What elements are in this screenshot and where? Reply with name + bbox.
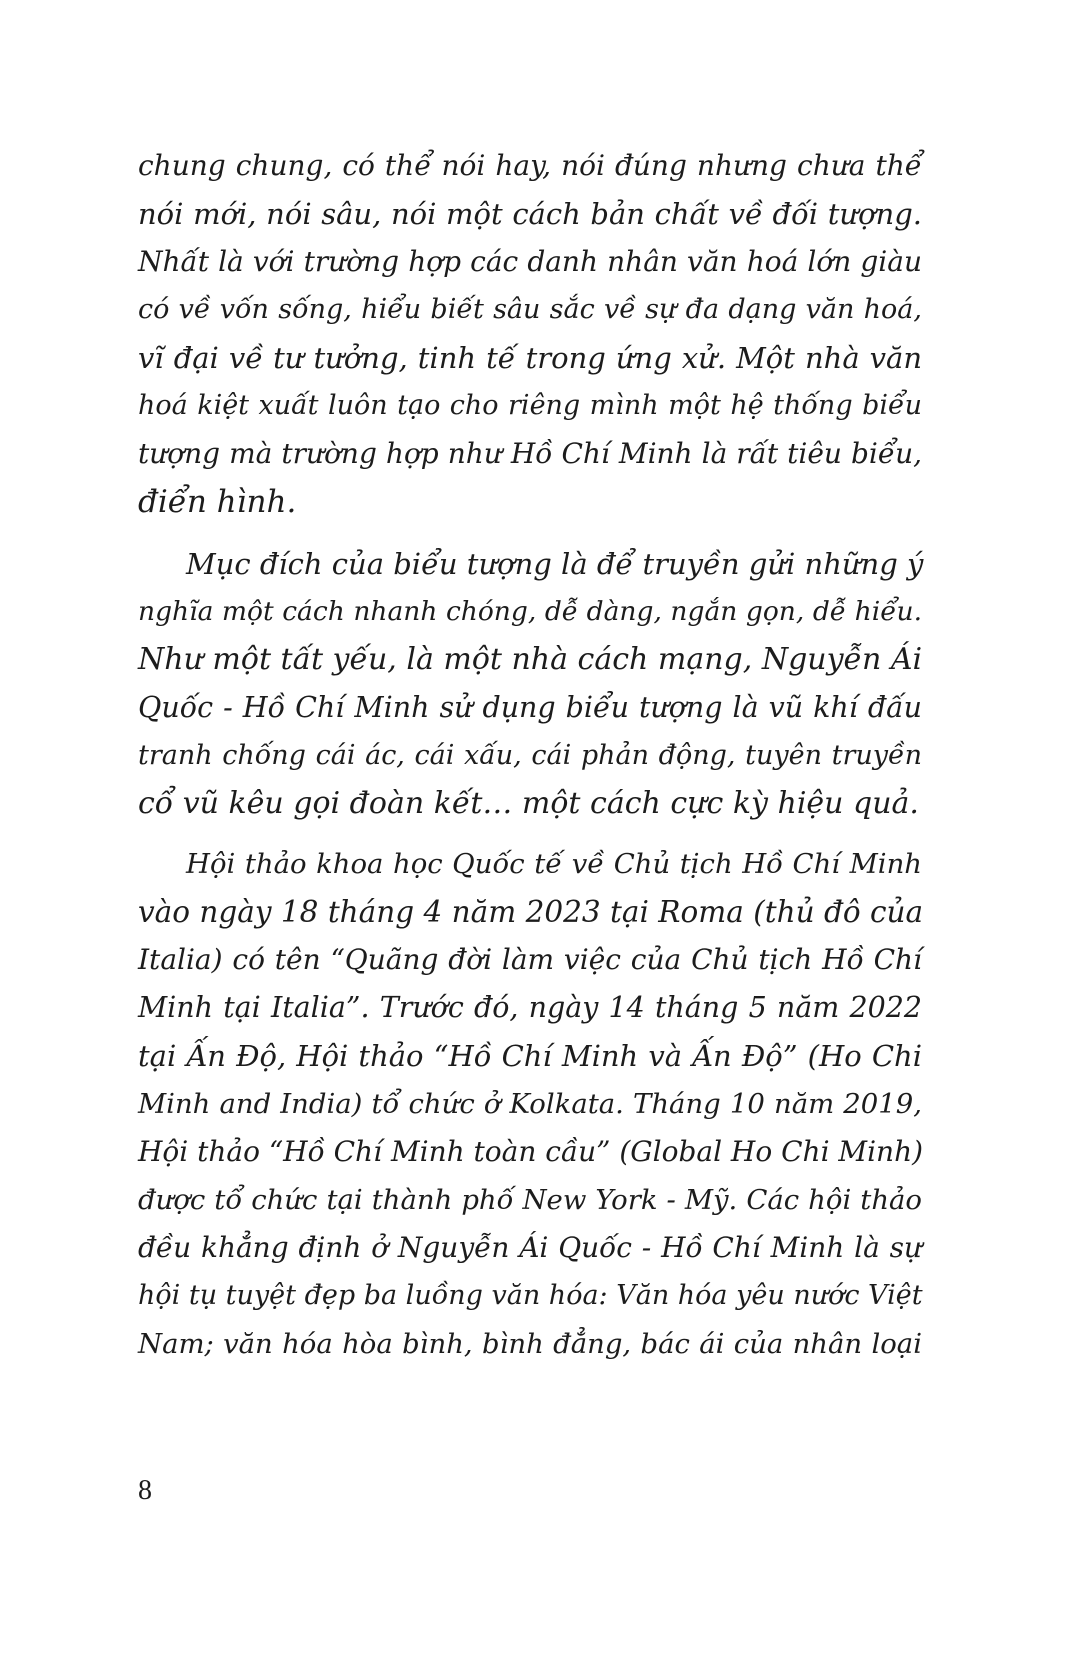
text-line: vĩ đại về tư tưởng, tinh tế trong ứng xử. Một nhà văn: [138, 341, 922, 375]
page-number: 8: [138, 1475, 152, 1506]
text-line: tại Ấn Độ, Hội thảo “Hồ Chí Minh và Ấn Độ” (Ho Chi: [138, 1039, 922, 1073]
text-line: hội tụ tuyệt đẹp ba luồng văn hóa: Văn hóa yêu nước Việt: [138, 1280, 923, 1311]
text-line: tranh chống cái ác, cái xấu, cái phản động, tuyên truyền: [138, 740, 922, 771]
text-line: cổ vũ kêu gọi đoàn kết… một cách cực kỳ hiệu quả.: [138, 786, 919, 821]
text-line: có về vốn sống, hiểu biết sâu sắc về sự đa dạng văn hoá,: [138, 294, 922, 325]
text-line: Như một tất yếu, là một nhà cách mạng, Nguyễn Ái: [138, 642, 923, 677]
text-line: Nhất là với trường hợp các danh nhân văn hoá lớn giàu: [138, 245, 922, 278]
text-line: nói mới, nói sâu, nói một cách bản chất về đối tượng.: [138, 197, 922, 231]
text-line: Nam; văn hóa hòa bình, bình đẳng, bác ái của nhân loại: [138, 1328, 922, 1360]
text-line: Italia) có tên “Quãng đời làm việc của Chủ tịch Hồ Chí: [138, 943, 922, 976]
text-line: vào ngày 18 tháng 4 năm 2023 tại Roma (thủ đô của: [138, 895, 924, 929]
text-line: Hội thảo “Hồ Chí Minh toàn cầu” (Global Ho Chi Minh): [138, 1135, 924, 1168]
text-line: Quốc - Hồ Chí Minh sử dụng biểu tượng là vũ khí đấu: [138, 691, 922, 724]
text-line: nghĩa một cách nhanh chóng, dễ dàng, ngắn gọn, dễ hiểu.: [138, 596, 922, 627]
text-line: Hội thảo khoa học Quốc tế về Chủ tịch Hồ Chí Minh: [186, 848, 922, 880]
text-line: hoá kiệt xuất luôn tạo cho riêng mình một hệ thống biểu: [138, 390, 922, 421]
text-line: tượng mà trường hợp như Hồ Chí Minh là rất tiêu biểu,: [138, 437, 922, 470]
text-line: đều khẳng định ở Nguyễn Ái Quốc - Hồ Chí Minh là sự: [138, 1231, 922, 1264]
text-line: Minh and India) tổ chức ở Kolkata. Tháng 10 năm 2019,: [138, 1088, 922, 1120]
text-line: chung chung, có thể nói hay, nói đúng nhưng chưa thể: [138, 149, 922, 182]
text-line: điển hình.: [138, 484, 297, 520]
text-line: Mục đích của biểu tượng là để truyền gửi những ý: [186, 547, 924, 581]
text-line: được tổ chức tại thành phố New York - Mỹ. Các hội thảo: [138, 1184, 922, 1216]
text-line: Minh tại Italia”. Trước đó, ngày 14 tháng 5 năm 2022: [138, 991, 922, 1024]
